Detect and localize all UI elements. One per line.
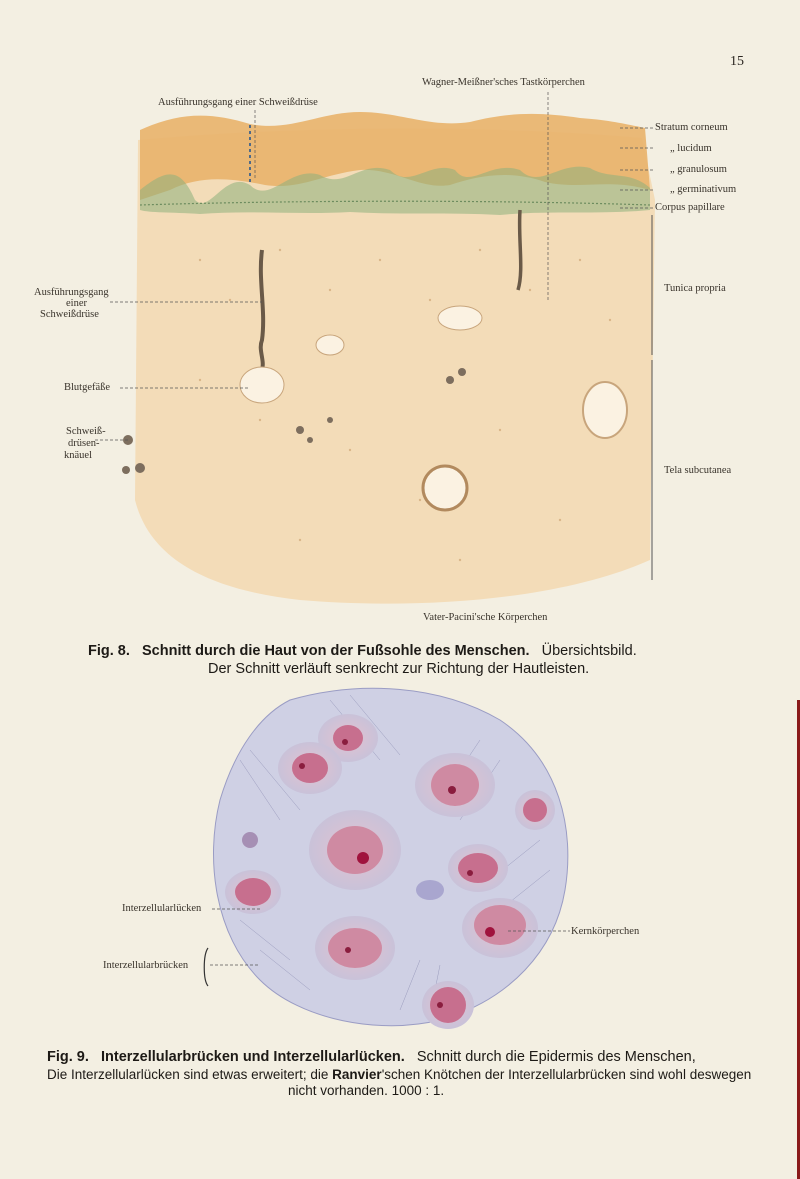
- label-interzellularbruecken: Interzellularbrücken: [103, 960, 189, 971]
- label-tunica-propria: Tunica propria: [664, 283, 726, 294]
- fat-cell: [438, 306, 482, 330]
- label-ausfuehrungsgang-left-2: einer: [66, 298, 87, 309]
- label-corpus-papillare: Corpus papillare: [655, 202, 725, 213]
- pacinian-corpuscle: [423, 466, 467, 510]
- label-stratum-corneum: Stratum corneum: [655, 122, 728, 133]
- label-lucidum: „ lucidum: [670, 143, 712, 154]
- label-blutgefaesse: Blutgefäße: [64, 382, 111, 393]
- fat-cell: [316, 335, 344, 355]
- fig9-caption-title: Interzellularbrücken und Interzellularlücken.: [101, 1049, 405, 1065]
- label-ausfuehrungsgang-left-3: Schweißdrüse: [40, 309, 99, 320]
- vessel: [240, 367, 284, 403]
- fig9-caption-rest: Schnitt durch die Epidermis des Menschen,: [416, 1049, 696, 1065]
- fig9-caption-line2: [47, 1067, 751, 1082]
- label-tastkoerperchen: Wagner-Meißner'sches Tastkörperchen: [422, 77, 585, 88]
- fig8-caption-title: Schnitt durch die Haut von der Fußsohle des Menschen.: [142, 643, 530, 659]
- label-germinativum: „ germinativum: [670, 184, 737, 195]
- fig8-caption-number: Fig. 8.: [88, 643, 130, 659]
- fig9-caption-number: Fig. 9.: [47, 1049, 89, 1065]
- fig8-caption: [88, 643, 637, 659]
- label-tela-subcutanea: Tela subcutanea: [664, 465, 732, 476]
- page-number: 15: [730, 54, 744, 69]
- figure-9-epidermis-cells: [0, 680, 800, 1040]
- label-kernkoerperchen: Kernkörperchen: [571, 926, 640, 937]
- fig9-caption-line2-b: 'schen Knötchen der Interzellularbrücken sind wohl deswegen: [381, 1067, 752, 1082]
- fig8-caption-line2: Der Schnitt verläuft senkrecht zur Richtung der Hautleisten.: [208, 661, 590, 677]
- label-schweissdruesen-2: drüsen-: [68, 438, 100, 449]
- fig9-caption-line3: nicht vorhanden. 1000 : 1.: [288, 1083, 445, 1098]
- fig8-caption-tail: Übersichtsbild.: [541, 643, 637, 659]
- label-ausfuehrungsgang-left-1: Ausführungsgang: [34, 287, 109, 298]
- pacinian-corpuscle: [583, 382, 627, 438]
- fig9-caption-ranvier: Ranvier: [332, 1067, 382, 1082]
- label-schweissdruesen-3: knäuel: [64, 450, 92, 461]
- label-schweissdruesen-1: Schweiß-: [66, 426, 106, 437]
- label-interzellularluecken: Interzellularlücken: [122, 903, 202, 914]
- fig9-caption-line2-a: Die Interzellularlücken sind etwas erweitert; die: [47, 1067, 329, 1082]
- label-granulosum: „ granulosum: [670, 164, 727, 175]
- sweat-duct-left: [261, 250, 263, 370]
- label-ausfuehrungsgang-top: Ausführungsgang einer Schweißdrüse: [158, 97, 318, 108]
- label-vater-pacini: Vater-Pacini'sche Körperchen: [423, 612, 548, 623]
- fig9-caption: [47, 1049, 696, 1065]
